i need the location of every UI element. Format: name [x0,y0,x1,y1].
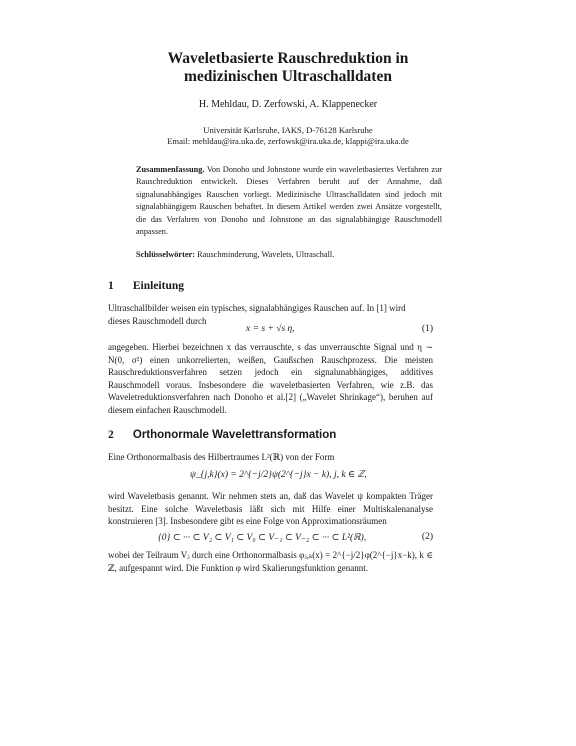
affiliation-line-2: Email: mehldau@ira.uka.de, zerfowsk@ira.uka.de, klappi@ira.uka.de [167,136,409,146]
title-line-2: medizinischen Ultraschalldaten [184,68,392,85]
section-title: Einleitung [132,280,185,292]
title-line-1: Waveletbasierte Rauschreduktion in [167,50,409,67]
equation-wavelet-basis [108,469,433,483]
equation-2-number: (2) [421,532,433,542]
equation-2-expr: {0} ⊂ ··· ⊂ V₂ ⊂ V₁ ⊂ V₀ ⊂ V₋₁ ⊂ V₋₂ ⊂ ··· ⊂ L²(ℝ), [158,533,367,543]
paper-title [0,50,576,86]
section1-text-line-2: dieses Rauschmodell durch [108,316,207,326]
section1-text-line-1: Ultraschallbilder weisen ein typisches, signalabhängiges Rauschen auf. In [1] wird [108,303,406,313]
affiliation [0,125,576,147]
section-number: 2 [108,429,114,441]
section-title: Orthonormale Wavelettransformation [132,429,337,441]
section2-paragraph-2: wird Waveletbasis genannt. Wir nehmen stets an, daß das Wavelet ψ kompakten Träger besitzt. Eine solche Waveletbasis läßt sich mit Hilfe einer Multiskalenanalyse konstruieren [3]. Insbesondere gibt es eine Folge von Approximationsräumen [108,491,433,527]
keywords [136,250,442,259]
section2-paragraph-3: wobei der Teilraum Vⱼ durch eine Orthonormalbasis φⱼ,ₖ(x) = 2^{−j/2}φ(2^{−j}x−k), k ∈ ℤ, aufgespannt wird. Die Funktion φ wird Skalierungsfunktion genannt. [108,550,433,573]
equation-1 [108,324,433,338]
authors: H. Mehldau, D. Zerfowski, A. Klappenecker [198,99,378,110]
equation-1-expr: x = s + √s η, [246,324,295,334]
keywords-label: Schlüsselwörter: [136,250,195,259]
abstract-text: Von Donoho und Johnstone wurde ein waveletbasiertes Verfahren zur Rauschreduktion entwickelt. Dieses Verfahren beruht auf der Annahme, daß signalunabhängiges Rauschen vorliegt. Medizinische Ultraschalldaten sind jedoch mit signalabhängigem Rauschen behaftet. In diesem Artikel werden zwei Ansätze vorgestellt, die das Verfahren von Donoho und Johnstone an das signalabhängige Rauschmodell anpassen. [136,165,442,237]
section-heading-2 [108,429,336,441]
keywords-text: Rauschminderung, Wavelets, Ultraschall. [197,250,335,259]
section-number: 1 [108,280,114,292]
abstract [136,164,442,238]
equation-1-number: (1) [421,324,433,334]
equation-2 [108,532,433,546]
affiliation-line-1: Universität Karlsruhe, IAKS, D-76128 Karlsruhe [203,125,373,135]
abstract-label: Zusammenfassung. [136,165,205,174]
section1-paragraph-2: angegeben. Hierbei bezeichnen x das verrauschte, s das unverrauschte Signal und η ∼ N(0, σ²) einen unkorrelierten, weißen, Gaußschen Rauschprozess. Die meisten Rauschreduktionsverfahren setzen jedoch ein signalunabhängiges, additives Rauschmodell voraus. Insbesondere die waveletbasierten Verfahren, wie z.B. das Waveletreduktionsverfahren nach Donoho et al.[2] („Wavelet Shrinkage“), beruhen auf diesem einfachen Rauschmodell. [108,342,433,415]
equation-wavelet-basis-expr: ψ_{j,k}(x) = 2^{−j/2}ψ(2^{−j}x − k), j, k ∈ ℤ, [190,470,367,480]
section-heading-1 [108,280,184,292]
section2-paragraph-1: Eine Orthonormalbasis des Hilbertraumes L²(ℝ) von der Form [108,452,335,462]
